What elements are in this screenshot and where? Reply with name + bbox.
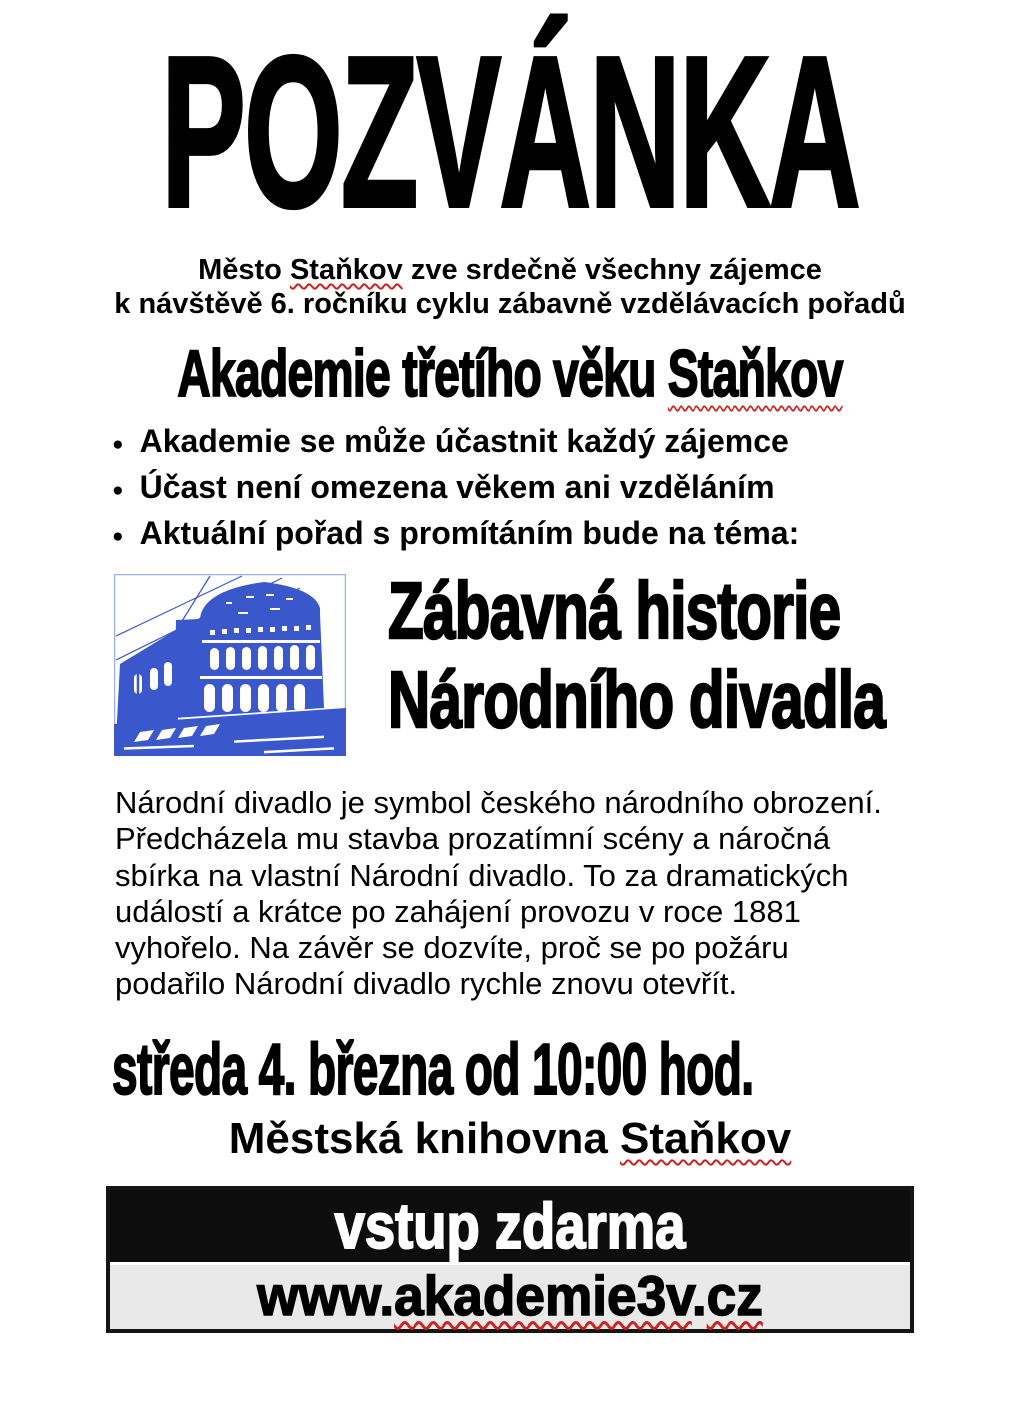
paragraph-line: Národní divadlo je symbol českého národního obrození. [115, 785, 882, 820]
topic-title-line-1: Zábavná historie [388, 566, 841, 655]
topic-title-line-2: Národního divadla [388, 655, 886, 744]
bullet-icon: ● [112, 479, 124, 501]
bullet-icon: ● [112, 433, 124, 455]
misspelled-word: cz [706, 1264, 763, 1327]
paragraph-line: sbírka na vlastní Národní divadlo. To za dramatických [115, 857, 849, 893]
bullet-list [112, 420, 799, 559]
website-bar [110, 1262, 910, 1329]
paragraph-line: vyhořelo. Na závěr se dozvíte, proč se po požáru [115, 930, 789, 966]
footer-banner [106, 1186, 914, 1333]
poster-title: POZVÁNKA [161, 11, 859, 252]
paragraph-line: Předcházela mu stavba prozatímní scény a náročná [115, 821, 831, 857]
misspelled-word: Staňkov [667, 336, 843, 410]
admission-bar [110, 1190, 910, 1262]
intro-text [0, 253, 1020, 321]
body-paragraph [115, 785, 995, 1003]
bullet-icon: ● [112, 526, 124, 548]
intro-line-2: k návštěvě 6. ročníku cyklu zábavně vzdělávacích pořadů [114, 288, 906, 320]
website-url: www.akademie3v.cz [257, 1264, 763, 1327]
national-theatre-image [114, 574, 346, 756]
misspelled-word: Staňkov [620, 1114, 792, 1163]
bullet-item: ● Akademie se může účastnit každý zájemce [112, 420, 799, 466]
bullet-item: ● Účast není omezena věkem ani vzděláním [112, 466, 799, 512]
misspelled-word: Staňkov [289, 254, 403, 286]
misspelled-word: akademie3v [394, 1264, 692, 1327]
paragraph-line: událostí a krátce po zahájení provozu v roce 1881 [115, 893, 801, 929]
academy-heading: Akademie třetího věku Staňkov [177, 336, 843, 410]
intro-line-1: Město Staňkov zve srdečně všechny zájemce [198, 254, 822, 286]
venue-line: Městská knihovna Staňkov [228, 1114, 792, 1163]
paragraph-line: podařilo Národní divadlo rychle znovu otevřít. [115, 966, 738, 1002]
theatre-illustration [114, 574, 346, 756]
bullet-item: ● Aktuální pořad s promítáním bude na téma: [112, 512, 799, 558]
topic-title [388, 566, 1020, 744]
event-datetime: středa 4. března od 10:00 hod. [112, 1030, 754, 1110]
admission-label: vstup zdarma [334, 1190, 686, 1262]
